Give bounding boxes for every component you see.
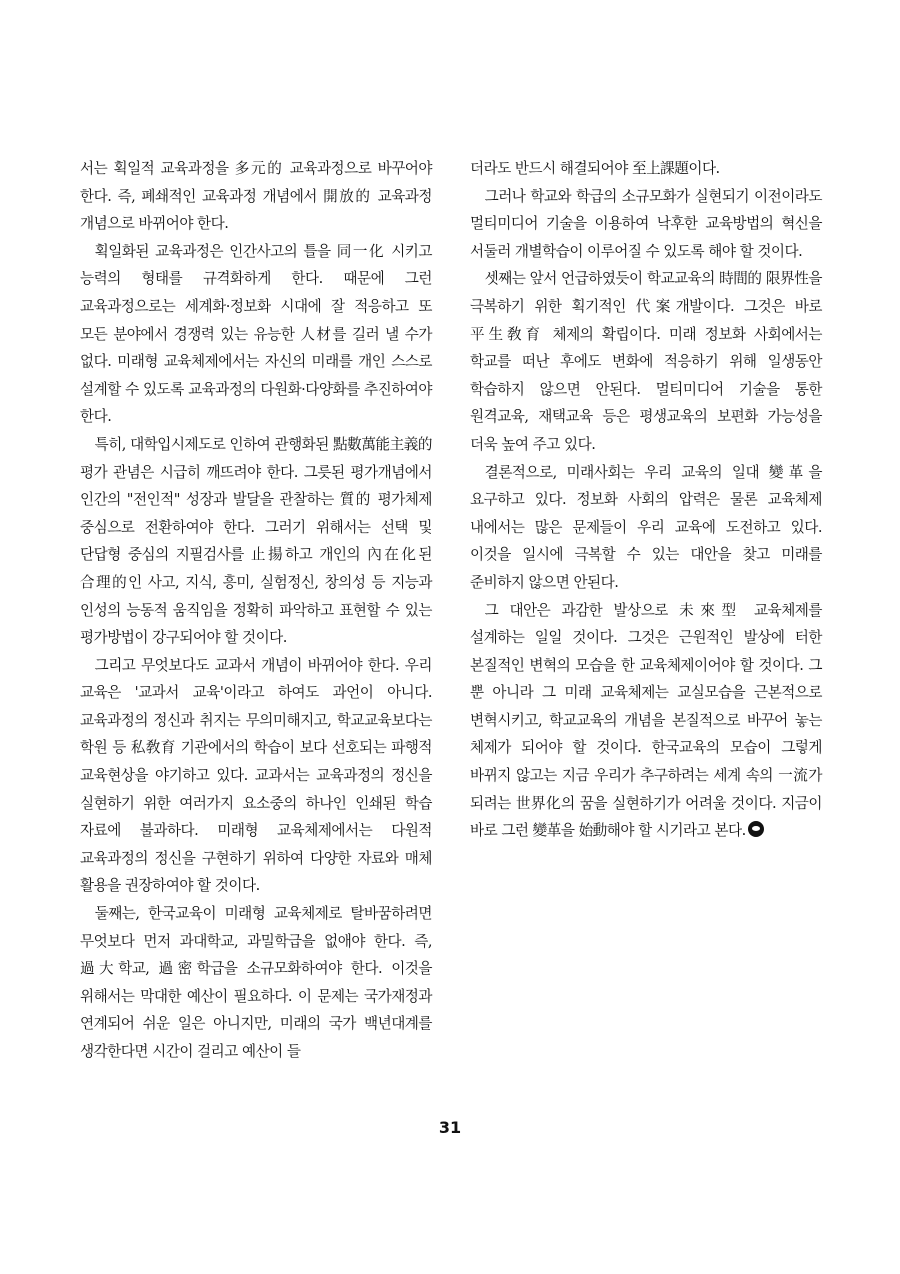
paragraph: 특히, 대학입시제도로 인하여 관행화된 點數萬能主義的 평가 관념은 시급히 깨뜨려야 한다. 그릇된 평가개념에서 인간의 "전인적" 성장과 발달을 관찰하는 質的 평가체제 중심으로 전환하여야 한다. 그러기 위해서는 선택 및 단답형 중심의 지필검사를 止揚하고 개인의 內在化된 合理的인 사고, 지식, 흥미, 실험정신, 창의성 등 지능과 인성의 능동적 움직임을 정확히 파악하고 표현할 수 있는 평가방법이 강구되어야 할 것이다. (80, 435, 432, 647)
paragraph: 둘째는, 한국교육이 미래형 교육체제로 탈바꿈하려면 무엇보다 먼저 과대학교, 과밀학급을 없애야 한다. 즉, 過大학교, 過密학급을 소규모화하여야 한다. 이것을 위해서는 막대한 예산이 필요하다. 이 문제는 국가재정과 연계되어 쉬운 일은 아니지만, 미래의 국가 백년대계를 생각한다면 시간이 걸리고 예산이 들 (80, 905, 432, 1060)
paragraph: 그리고 무엇보다도 교과서 개념이 바뀌어야 한다. 우리 교육은 '교과서 교육'이라고 하여도 과언이 아니다. 교육과정의 정신과 취지는 무의미해지고, 학교교육보다는 학원 등 私敎育 기관에서의 학습이 보다 선호되는 파행적 교육현상을 야기하고 있다. 교과서는 교육과정의 정신을 실현하기 위한 여러가지 요소중의 하나인 인쇄된 학습 자료에 불과하다. 미래형 교육체제에서는 다원적 교육과정의 정신을 구현하기 위하여 다양한 자료와 매체 활용을 권장하여야 할 것이다. (80, 656, 432, 895)
right-column (470, 155, 822, 845)
paragraph-text: 그 대안은 과감한 발상으로 未來型 교육체제를 설계하는 일일 것이다. 그것은 근원적인 발상에 터한 본질적인 변혁의 모습을 한 교육체제이어야 할 것이다. 그 뿐 아니라 그 미래 교육체제는 교실모습을 근본적으로 변혁시키고, 학교교육의 개념을 본질적으로 바꾸어 놓는 체제가 되어야 할 것이다. 한국교육의 모습이 그렇게 바뀌지 않고는 지금 우리가 추구하려는 세계 속의 一流가 되려는 世界化의 꿈을 실현하기가 어려울 것이다. 지금이 바로 그런 變革을 始動해야 할 시기라고 본다. (470, 601, 822, 840)
page-number: 31 (438, 1118, 462, 1137)
paragraph: 서는 획일적 교육과정을 多元的 교육과정으로 바꾸어야 한다. 즉, 폐쇄적인 교육과정 개념에서 開放的 교육과정 개념으로 바뀌어야 한다. (80, 160, 432, 233)
left-column (80, 155, 432, 1066)
end-mark-icon (748, 821, 764, 837)
paragraph: 획일화된 교육과정은 인간사고의 틀을 同一化 시키고 능력의 형태를 규격화하게 한다. 때문에 그런 교육과정으로는 세계화·정보화 시대에 잘 적응하고 또 모든 분야에서 경쟁력 있는 유능한 人材를 길러 낼 수가 없다. 미래형 교육체제에서는 자신의 미래를 개인 스스로 설계할 수 있도록 교육과정의 다원화·다양화를 추진하여야 한다. (80, 242, 432, 426)
paragraph: 결론적으로, 미래사회는 우리 교육의 일대 變革을 요구하고 있다. 정보화 사회의 압력은 물론 교육체제 내에서는 많은 문제들이 우리 교육에 도전하고 있다. 이것을 일시에 극복할 수 있는 대안을 찾고 미래를 준비하지 않으면 안된다. (470, 463, 822, 591)
last-paragraph (470, 597, 822, 845)
paragraph: 더라도 반드시 해결되어야 至上課題이다. (470, 160, 720, 177)
paragraph: 셋째는 앞서 언급하였듯이 학교교육의 時間的 限界性을 극복하기 위한 획기적인 代案개발이다. 그것은 바로 平生敎育 체제의 확립이다. 미래 정보화 사회에서는 학교를 떠난 후에도 변화에 적응하기 위해 일생동안 학습하지 않으면 안된다. 멀티미디어 기술을 통한 원격교육, 재택교육 등은 평생교육의 보편화 가능성을 더욱 높여 주고 있다. (470, 270, 822, 453)
paragraph: 그러나 학교와 학급의 소규모화가 실현되기 이전이라도 멀티미디어 기술을 이용하여 낙후한 교육방법의 혁신을 서둘러 개별학습이 이루어질 수 있도록 해야 할 것이다. (470, 187, 822, 260)
